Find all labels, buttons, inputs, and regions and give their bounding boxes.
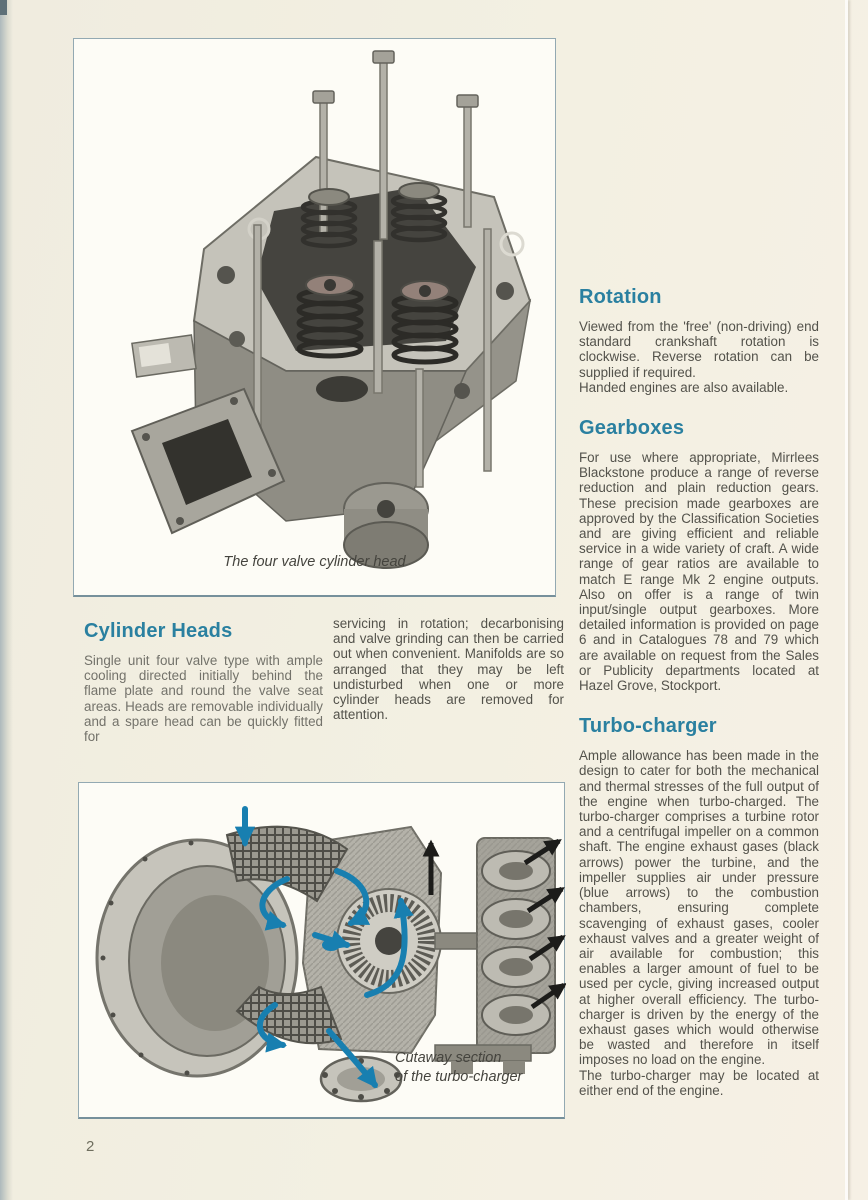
cylinder-heads-column-1: [84, 620, 323, 744]
rotation-title: Rotation: [579, 286, 662, 308]
turbo-charger-title: Turbo-charger: [579, 715, 717, 738]
turbo-caption-line2: of the turbo-charger: [395, 1069, 523, 1085]
turbo-caption-line1: Cutaway section: [395, 1050, 502, 1066]
page-right-edge: [845, 0, 848, 1200]
cylinder-heads-text-col2: servicing in rotation; decarbonising and valve grinding can then be carried out when convenient. Manifolds are so arranged that they may be left undisturbed when one or more cylinder heads are removed for attention.: [333, 616, 564, 723]
cylinder-heads-title: Cylinder Heads: [84, 620, 233, 642]
rotation-paragraph-1: Viewed from the 'free' (non-driving) end standard crankshaft rotation is clockwise. Reverse rotation can be supplied if required.: [579, 319, 819, 380]
turbo-charger-paragraph-2: The turbo-charger may be located at either end of the engine.: [579, 1067, 819, 1098]
section-rotation: [579, 286, 819, 395]
turbo-charger-paragraph-1: Ample allowance has been made in the design to cater for both the mechanical and thermal stresses of the full output of the engine when turbo-charged. The turbo-charger comprises a turbine rotor and a centrifugal impeller on a common shaft. The engine exhaust gases (black arrows) power the turbine, and the impeller supplies air under pressure (blue arrows) to the combustion chambers, ensuring complete scavenging of exhaust gases, cooler exhaust valves and a greater weight of air available for combustion; this enables a larger amount of fuel to be used per cycle, giving increased output at higher overall efficiency. The turbo-charger is driven by the energy of the exhaust gases which would otherwise be wasted and therefore in itself imposes no load on the engine.: [579, 748, 819, 1068]
gearboxes-title: Gearboxes: [579, 417, 685, 440]
cylinder-head-caption-text: The four valve cylinder head: [223, 554, 406, 570]
page-binding-edge: [0, 0, 13, 1200]
page-number: 2: [86, 1138, 95, 1155]
figure-caption: [74, 553, 555, 572]
section-turbo-charger: [579, 715, 819, 1098]
right-column: [579, 286, 819, 1098]
rotation-paragraph-2: Handed engines are also available.: [579, 379, 789, 395]
scan-corner-mark: [0, 0, 7, 15]
figure-turbo-charger: [78, 782, 565, 1119]
cylinder-heads-column-2: [333, 616, 564, 722]
figure-cylinder-head: [73, 38, 556, 597]
cylinder-head-photo: [74, 39, 557, 598]
cylinder-heads-text-col1: Single unit four valve type with ample cooling directed initially behind the flame plate and round the valve seat areas. Heads are removable individually and a spare head can be quickly fitted for: [84, 653, 323, 745]
figure-caption: [395, 1049, 522, 1087]
section-gearboxes: [579, 417, 819, 693]
gearboxes-paragraph: For use where appropriate, Mirrlees Blackstone produce a range of reverse reduction and plain reduction gears. These precision made gearboxes are approved by the Classification Societies and are giving efficient and reliable service in a wide variety of craft. A wide range of gear ratios are available to match E range Mk 2 engine outputs. Also on offer is a range of twin input/single output gearboxes. More detailed information is provided on page 6 and in Catalogues 78 and 79 which are available on request from the Sales or Publicity departments located at Hazel Grove, Stockport.: [579, 450, 819, 694]
